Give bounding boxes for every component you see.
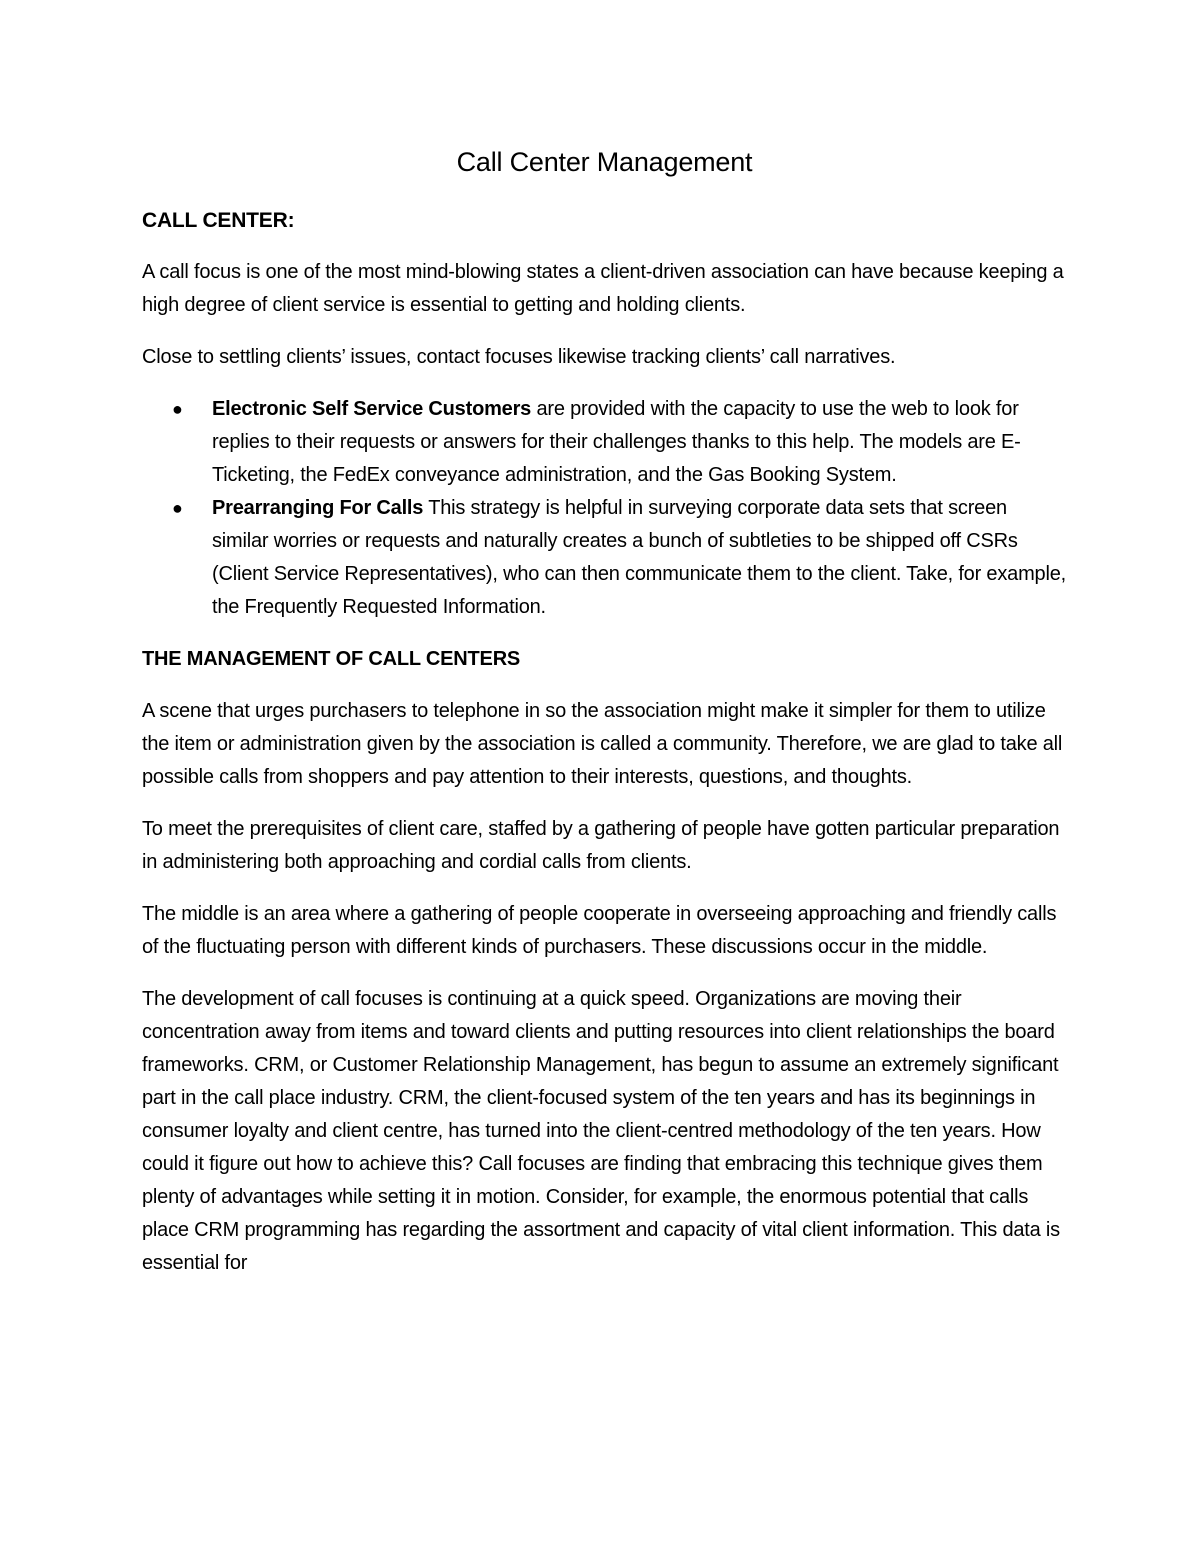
list-item-term: Prearranging For Calls — [212, 497, 424, 519]
section-heading-call-center: CALL CENTER: — [142, 209, 295, 232]
bullet-dot-icon: ● — [172, 399, 183, 419]
paragraph: A call focus is one of the most mind-blowing states a client-driven association can have because keeping a high degree of client service is essential to getting and holding clients. — [142, 261, 1064, 316]
bullet-dot-icon: ● — [172, 498, 183, 518]
paragraph: To meet the prerequisites of client care, staffed by a gathering of people have gotten particular preparation in administering both approaching and cordial calls from clients. — [142, 818, 1060, 873]
list-item — [172, 492, 1067, 624]
list-item — [172, 393, 1067, 492]
paragraph: Close to settling clients’ issues, contact focuses likewise tracking clients’ call narratives. — [142, 346, 896, 368]
document-page — [142, 140, 1067, 1299]
bullet-list — [142, 393, 1067, 624]
list-item-text: are provided with the capacity to use the web to look for replies to their requests or answers for their challenges thanks to this help. The models are E-Ticketing, the FedEx conveyance administration, and the Gas Booking System. — [212, 398, 1021, 486]
paragraph: The development of call focuses is continuing at a quick speed. Organizations are moving their concentration away from items and toward clients and putting resources into client relationships the board frameworks. CRM, or Customer Relationship Management, has begun to assume an extremely significant part in the call place industry. CRM, the client-focused system of the ten years and has its beginnings in consumer loyalty and client centre, has turned into the client-centred methodology of the ten years. How could it figure out how to achieve this? Call focuses are finding that embracing this technique gives them plenty of advantages while setting it in motion. Consider, for example, the enormous potential that calls place CRM programming has regarding the assortment and capacity of vital client information. This data is essential for — [142, 988, 1060, 1274]
document-title: Call Center Management — [456, 147, 753, 177]
list-item-term: Electronic Self Service Customers — [212, 398, 532, 420]
paragraph: The middle is an area where a gathering of people cooperate in overseeing approaching and friendly calls of the fluctuating person with different kinds of purchasers. These discussions occur in the middle. — [142, 903, 1057, 958]
list-item-text: This strategy is helpful in surveying corporate data sets that screen similar worries or requests and naturally creates a bunch of subtleties to be shipped off CSRs (Client Service Representatives), who can then communicate them to the client. Take, for example, the Frequently Requested Information. — [212, 497, 1066, 618]
section-heading-management: THE MANAGEMENT OF CALL CENTERS — [142, 648, 521, 670]
paragraph: A scene that urges purchasers to telephone in so the association might make it simpler for them to utilize the item or administration given by the association is called a community. Therefore, we are glad to take all possible calls from shoppers and pay attention to their interests, questions, and thoughts. — [142, 700, 1063, 788]
